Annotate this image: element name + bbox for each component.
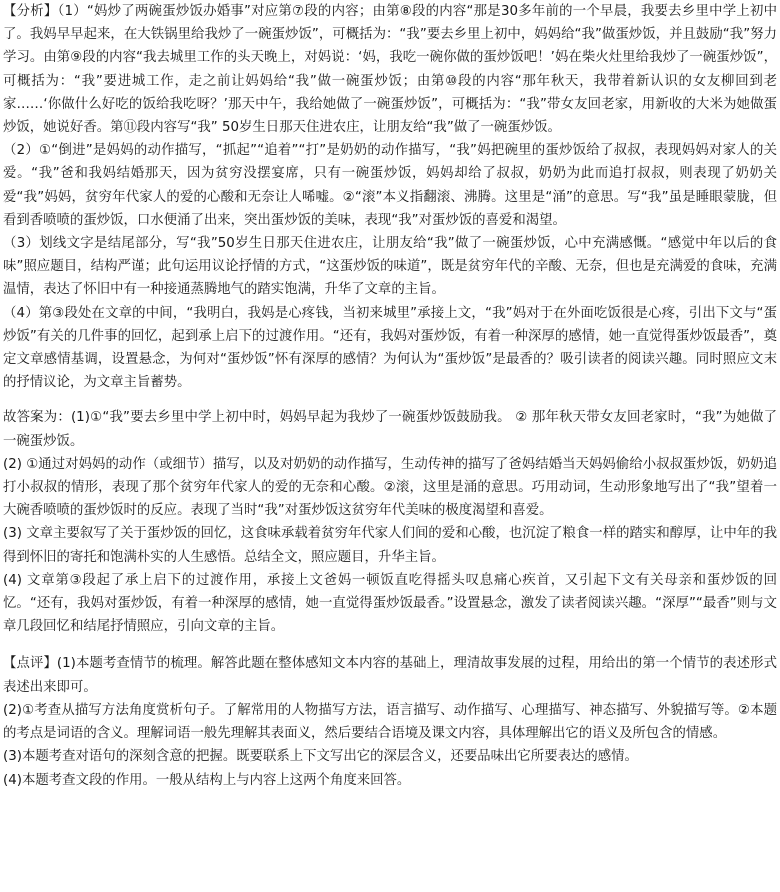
- section-divider: [3, 638, 777, 652]
- answer-paragraph-3: (3) 文章主要叙写了关于蛋炒饭的回忆，这食味承载着贫穷年代家人们间的爱和心酸，也沉淀了粮食一样的踏实和醇厚，让中年的我得到怀旧的寄托和饱满朴实的人生感悟。总结全文，照应题目，升华主旨。: [3, 526, 777, 565]
- analysis-paragraph-2: （2）①“倒进”是妈妈的动作描写，“抓起”“追着”“打”是奶奶的动作描写，“我”妈把碗里的蛋炒饭给了叔叔，表现妈妈对家人的关爱。“我”爸和我妈结婚那天，因为贫穷没摆宴席，只有一碗蛋炒饭，妈妈却给了叔叔，奶奶为此而追打叔叔，则表现了奶奶关爱“我”妈妈，贫穷年代家人的爱的心酸和无奈让人唏嘘。②“滚”本义指翻滚、沸腾。这里是“涌”的意思。写“我”虽是睡眼蒙胧，但看到香喷喷的蛋炒饭，口水便涌了出来，突出蛋炒饭的美味，表现“我”对蛋炒饭的喜爱和渴望。: [3, 143, 777, 228]
- answer-paragraph-1: 故答案为：(1)①“我”要去乡里中学上初中时，妈妈早起为我炒了一碗蛋炒饭鼓励我。 ② 那年秋天带女友回老家时，“我”为她做了一碗蛋炒饭。: [3, 410, 777, 449]
- analysis-section: [3, 0, 777, 394]
- comment-section: [3, 652, 777, 791]
- comment-paragraph-2: (2)①考查从描写方法角度赏析句子。了解常用的人物描写方法，语言描写、动作描写、心理描写、神态描写、外貌描写等。②本题的考点是词语的含义。理解词语一般先理解其表面义，然后要结合语境及课文内容，具体理解出它的语义及所包含的情感。: [3, 702, 777, 742]
- analysis-paragraph-3: （3）划线文字是结尾部分，写“我”50岁生日那天住进农庄，让朋友给“我”做了一碗蛋炒饭，心中充满感慨。“感觉中年以后的食味”照应题目，结构严谨；此句运用议论抒情的方式，“这蛋炒饭的味道”，既是贫穷年代的辛酸、无奈，但也是充满爱的食味，充满温情，表达了怀旧中有一种接通蒸腾地气的踏实饱满，升华了文章的主旨。: [3, 236, 777, 298]
- comment-paragraph-1: 【点评】(1)本题考查情节的梳理。解答此题在整体感知文本内容的基础上，理清故事发展的过程，用给出的第一个情节的表述形式表述出来即可。: [3, 656, 777, 695]
- answer-section: [3, 406, 777, 638]
- comment-paragraph-4: (4)本题考查文段的作用。一般从结构上与内容上这两个角度来回答。: [3, 772, 411, 788]
- section-divider: [3, 394, 777, 406]
- answer-paragraph-2: (2) ①通过对妈妈的动作（或细节）描写，以及对奶奶的动作描写，生动传神的描写了爸妈结婚当天妈妈偷给小叔叔蛋炒饭，奶奶追打小叔叔的情形，表现了那个贫穷年代家人的爱的无奈和心酸。②滚，这里是涌的意思。巧用动词，生动形象地写出了“我”望着一大碗香喷喷的蛋炒饭时的反应。表现了当时“我”对蛋炒饭这贫穷年代美味的极度渴望和喜爱。: [3, 456, 777, 519]
- answer-paragraph-4: (4) 文章第③段起了承上启下的过渡作用，承接上文爸妈一顿饭直吃得摇头叹息痛心疾首，又引起下文有关母亲和蛋炒饭的回忆。“还有，我妈对蛋炒饭，有着一种深厚的感情，她一直觉得蛋炒饭最香。”设置悬念，激发了读者阅读兴趣。“深厚”“最香”则与文章几段回忆和结尾抒情照应，引向文章的主旨。: [3, 572, 777, 635]
- comment-paragraph-3: (3)本题考查对语句的深刻含意的把握。既要联系上下文写出它的深层含义，还要品味出它所要表达的感情。: [3, 749, 638, 765]
- analysis-paragraph-1: 【分析】（1）“妈炒了两碗蛋炒饭办婚事”对应第⑦段的内容；由第⑧段的内容“那是30多年前的一个早晨，我要去乡里中学上初中了。我妈早早起来，在大铁锅里给我炒了一碗蛋炒饭”，可概括为：“我”要去乡里上初中，妈妈给“我”做蛋炒饭，并且鼓励“我”努力学习。由第⑨段的内容“我去城里工作的头天晚上，对妈说：‘妈，我吃一碗你做的蛋炒饭吧！’妈在柴火灶里给我炒了一碗蛋炒饭”，可概括为：“我”要进城工作，走之前让妈妈给“我”做一碗蛋炒饭；由第⑩段的内容“那年秋天，我带着新认识的女友柳回到老家……‘你做什么好吃的饭给我吃呀？’那天中午，我给她做了一碗蛋炒饭”，可概括为：“我”带女友回老家，用新收的大米为她做蛋炒饭，她说好香。第⑪段内容写“我” 50岁生日那天住进农庄，让朋友给“我”做了一碗蛋炒饭。: [3, 4, 777, 136]
- analysis-paragraph-4: （4）第③段处在文章的中间，“我明白，我妈是心疼钱，当初来城里”承接上文，“我”妈对于在外面吃饭很是心疼，引出下文与“蛋炒饭”有关的几件事的回忆，起到承上启下的过渡作用。“还有，我妈对蛋炒饭，有着一种深厚的感情，她一直觉得蛋炒饭最香”，奠定文章感情基调，设置悬念，为何对“蛋炒饭”怀有深厚的感情？为何认为“蛋炒饭”是最香的？吸引读者的阅读兴趣。同时照应文末的抒情议论，为文章主旨蓄势。: [3, 305, 777, 391]
